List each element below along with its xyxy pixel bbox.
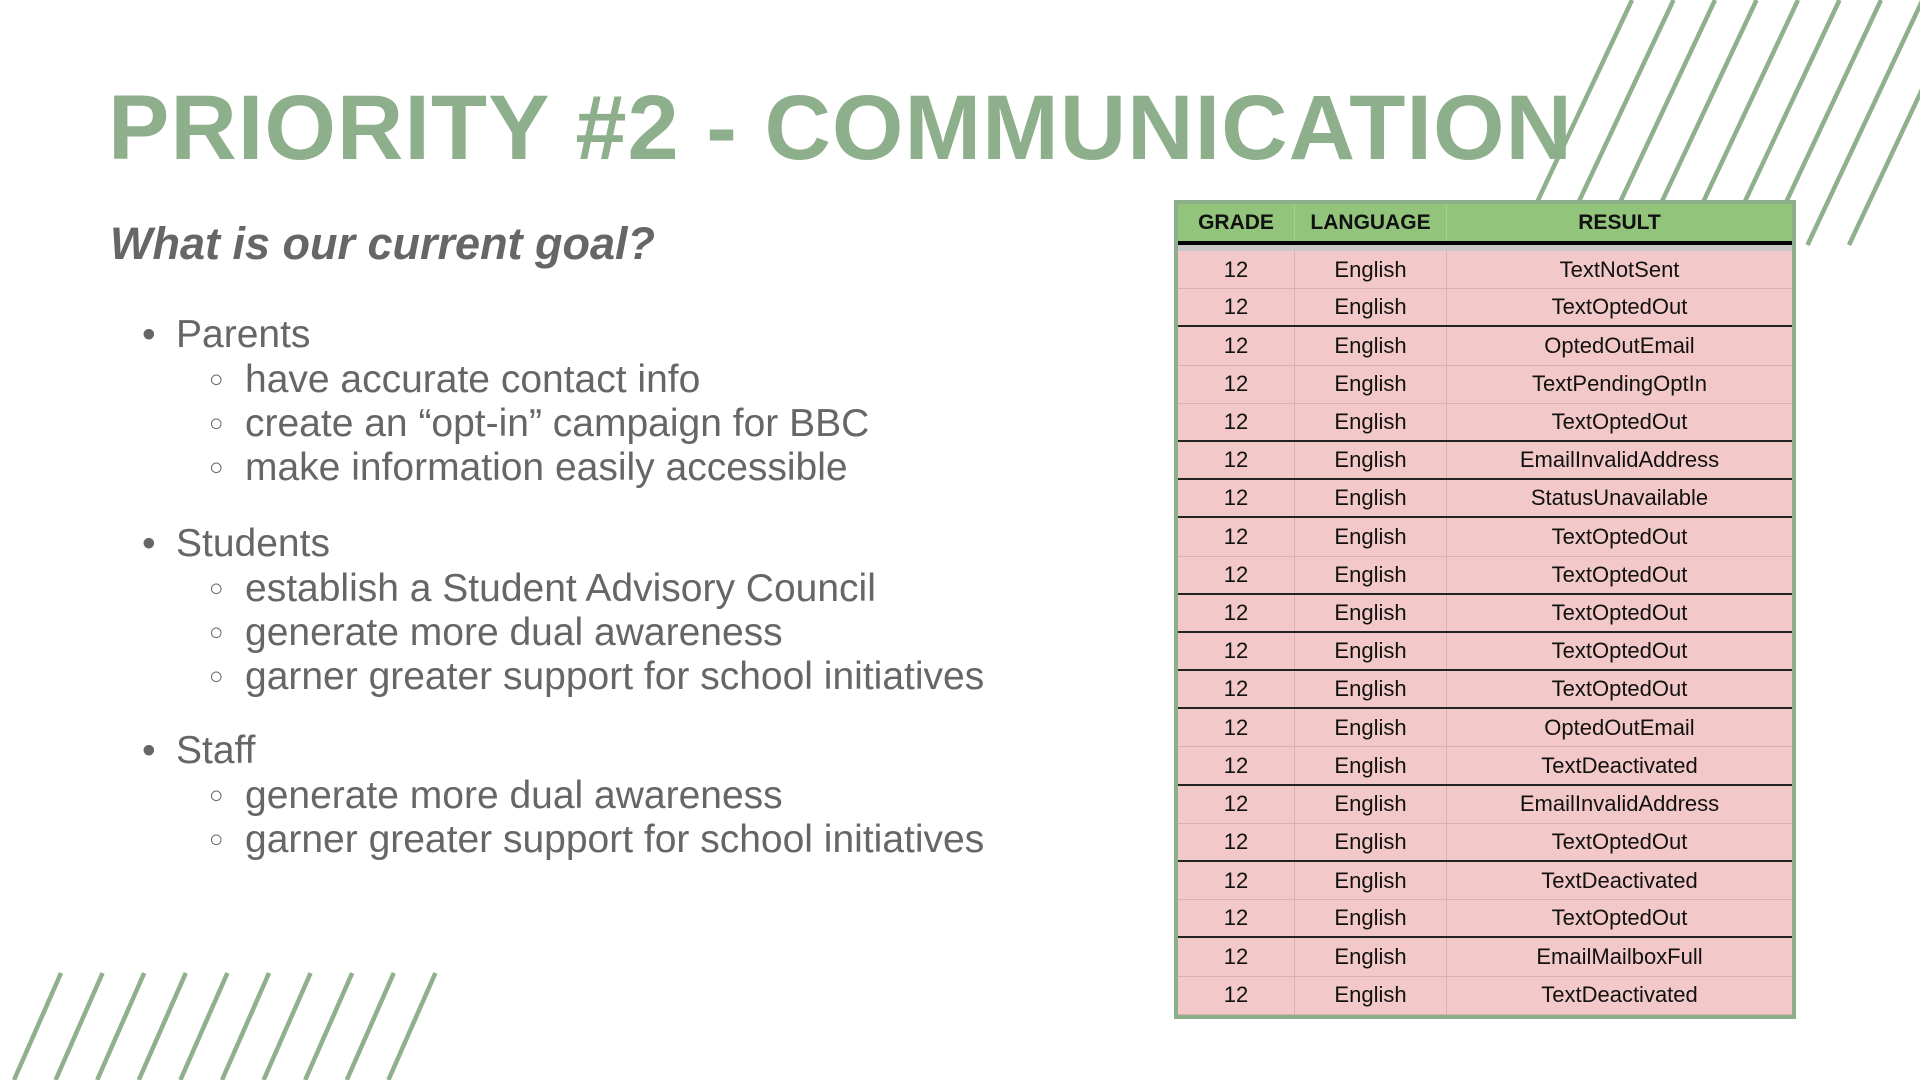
- sub-bullet-label: generate more dual awareness: [245, 611, 783, 654]
- table-row: [1178, 900, 1792, 938]
- cell-grade: 12: [1178, 862, 1295, 899]
- sub-bullet: [209, 655, 984, 699]
- stripe-line: [347, 973, 394, 1080]
- cell-language: English: [1295, 709, 1447, 746]
- table-row: [1178, 366, 1792, 404]
- cell-result: TextOptedOut: [1551, 828, 1688, 854]
- sub-bullet: [209, 774, 783, 818]
- cell-grade: 12: [1178, 289, 1295, 325]
- cell-language: English: [1295, 633, 1447, 669]
- cell-language: English: [1295, 327, 1447, 364]
- sub-bullet-label: garner greater support for school initiatives: [245, 655, 985, 698]
- circle-bullet-icon: ○: [209, 826, 224, 853]
- table-row: [1178, 518, 1792, 556]
- sub-bullet-label: generate more dual awareness: [245, 774, 783, 817]
- cell-grade: 12: [1178, 366, 1295, 403]
- circle-bullet-icon: ○: [209, 663, 224, 690]
- bullet-icon: •: [142, 313, 156, 356]
- table-row: [1178, 327, 1792, 365]
- stripe-line: [14, 973, 61, 1080]
- bullet-label: Students: [176, 522, 330, 565]
- bullet-parents: [142, 313, 310, 357]
- cell-grade: 12: [1178, 595, 1295, 631]
- cell-grade: 12: [1178, 404, 1295, 440]
- cell-language: English: [1295, 404, 1447, 440]
- table-row: [1178, 709, 1792, 747]
- table-row: [1178, 442, 1792, 480]
- circle-bullet-icon: ○: [209, 366, 224, 393]
- sub-bullet: [209, 611, 783, 655]
- header-result: RESULT: [1578, 210, 1661, 234]
- sub-bullet: [209, 358, 700, 402]
- cell-result: TextOptedOut: [1551, 294, 1688, 320]
- cell-result: TextOptedOut: [1551, 408, 1688, 434]
- cell-result: TextDeactivated: [1541, 867, 1698, 893]
- bullet-students: [142, 522, 330, 566]
- cell-grade: 12: [1178, 977, 1295, 1014]
- stripe-line: [305, 973, 352, 1080]
- sub-bullet: [209, 446, 848, 490]
- cell-language: English: [1295, 671, 1447, 707]
- cell-result: TextOptedOut: [1551, 561, 1688, 587]
- bullet-icon: •: [142, 522, 156, 565]
- bullet-label: Parents: [176, 313, 311, 356]
- cell-result: TextDeactivated: [1541, 982, 1698, 1008]
- table-row: [1178, 633, 1792, 671]
- cell-language: English: [1295, 557, 1447, 593]
- circle-bullet-icon: ○: [209, 575, 224, 602]
- bullet-staff: [142, 729, 256, 773]
- cell-result: TextOptedOut: [1551, 637, 1688, 663]
- cell-result: OptedOutEmail: [1544, 332, 1695, 358]
- stripe-line: [1849, 0, 1920, 245]
- sub-bullet-label: create an “opt-in” campaign for BBC: [245, 402, 870, 445]
- cell-grade: 12: [1178, 480, 1295, 516]
- table-row: [1178, 671, 1792, 709]
- cell-language: English: [1295, 289, 1447, 325]
- table-row: [1178, 595, 1792, 633]
- subtitle: What is our current goal?: [110, 218, 656, 269]
- table-row: [1178, 747, 1792, 785]
- cell-language: English: [1295, 480, 1447, 516]
- sub-bullet-label: establish a Student Advisory Council: [245, 567, 876, 610]
- cell-grade: 12: [1178, 633, 1295, 669]
- cell-language: English: [1295, 824, 1447, 860]
- cell-language: English: [1295, 747, 1447, 783]
- table-row: [1178, 938, 1792, 976]
- cell-result: TextDeactivated: [1541, 752, 1698, 778]
- cell-grade: 12: [1178, 557, 1295, 593]
- cell-result: EmailMailboxFull: [1536, 943, 1703, 969]
- circle-bullet-icon: ○: [209, 619, 224, 646]
- cell-grade: 12: [1178, 786, 1295, 823]
- stripe-line: [180, 973, 227, 1080]
- table-row: [1178, 251, 1792, 289]
- bullet-label: Staff: [176, 729, 256, 772]
- cell-grade: 12: [1178, 824, 1295, 860]
- table-row: [1178, 786, 1792, 824]
- cell-grade: 12: [1178, 518, 1295, 555]
- cell-grade: 12: [1178, 709, 1295, 746]
- circle-bullet-icon: ○: [209, 782, 224, 809]
- cell-result: StatusUnavailable: [1530, 485, 1709, 511]
- stripe-line: [139, 973, 186, 1080]
- cell-grade: 12: [1178, 327, 1295, 364]
- bullet-icon: •: [142, 729, 156, 772]
- cell-grade: 12: [1178, 747, 1295, 783]
- table-row: [1178, 824, 1792, 862]
- cell-language: English: [1295, 977, 1447, 1014]
- cell-result: TextNotSent: [1559, 256, 1680, 282]
- table-row: [1178, 480, 1792, 518]
- cell-result: TextOptedOut: [1551, 523, 1688, 549]
- stripe-line: [222, 973, 269, 1080]
- stripe-line: [97, 973, 144, 1080]
- cell-language: English: [1295, 900, 1447, 936]
- cell-language: English: [1295, 938, 1447, 975]
- table-row: [1178, 977, 1792, 1015]
- cell-grade: 12: [1178, 442, 1295, 478]
- cell-result: EmailInvalidAddress: [1519, 447, 1720, 473]
- cell-language: English: [1295, 862, 1447, 899]
- cell-language: English: [1295, 251, 1447, 288]
- page-title: PRIORITY #2 - COMMUNICATION: [108, 77, 1573, 179]
- sub-bullet-label: make information easily accessible: [245, 446, 848, 489]
- table-row: [1178, 404, 1792, 442]
- table-row: [1178, 862, 1792, 900]
- cell-grade: 12: [1178, 900, 1295, 936]
- cell-result: TextOptedOut: [1551, 905, 1688, 931]
- stripe-line: [264, 973, 311, 1080]
- cell-result: TextOptedOut: [1551, 676, 1688, 702]
- header-grade: GRADE: [1178, 204, 1295, 241]
- table-row: [1178, 557, 1792, 595]
- cell-language: English: [1295, 366, 1447, 403]
- cell-language: English: [1295, 518, 1447, 555]
- circle-bullet-icon: ○: [209, 410, 224, 437]
- cell-result: TextPendingOptIn: [1532, 371, 1707, 397]
- cell-grade: 12: [1178, 938, 1295, 975]
- cell-result: TextOptedOut: [1551, 599, 1688, 625]
- table-row: [1178, 289, 1792, 327]
- cell-result: OptedOutEmail: [1544, 714, 1695, 740]
- sub-bullet-label: have accurate contact info: [245, 358, 701, 401]
- stripe-line: [388, 973, 435, 1080]
- sub-bullet: [209, 402, 869, 446]
- sub-bullet-label: garner greater support for school initiatives: [245, 818, 985, 861]
- stripe-line: [56, 973, 103, 1080]
- sub-bullet: [209, 818, 984, 862]
- results-table: [1174, 200, 1796, 1019]
- cell-grade: 12: [1178, 671, 1295, 707]
- sub-bullet: [209, 567, 876, 611]
- cell-language: English: [1295, 595, 1447, 631]
- cell-language: English: [1295, 442, 1447, 478]
- header-language: LANGUAGE: [1295, 204, 1447, 241]
- cell-result: EmailInvalidAddress: [1519, 791, 1720, 817]
- cell-grade: 12: [1178, 251, 1295, 288]
- table-header: [1178, 204, 1792, 241]
- cell-language: English: [1295, 786, 1447, 823]
- circle-bullet-icon: ○: [209, 454, 224, 481]
